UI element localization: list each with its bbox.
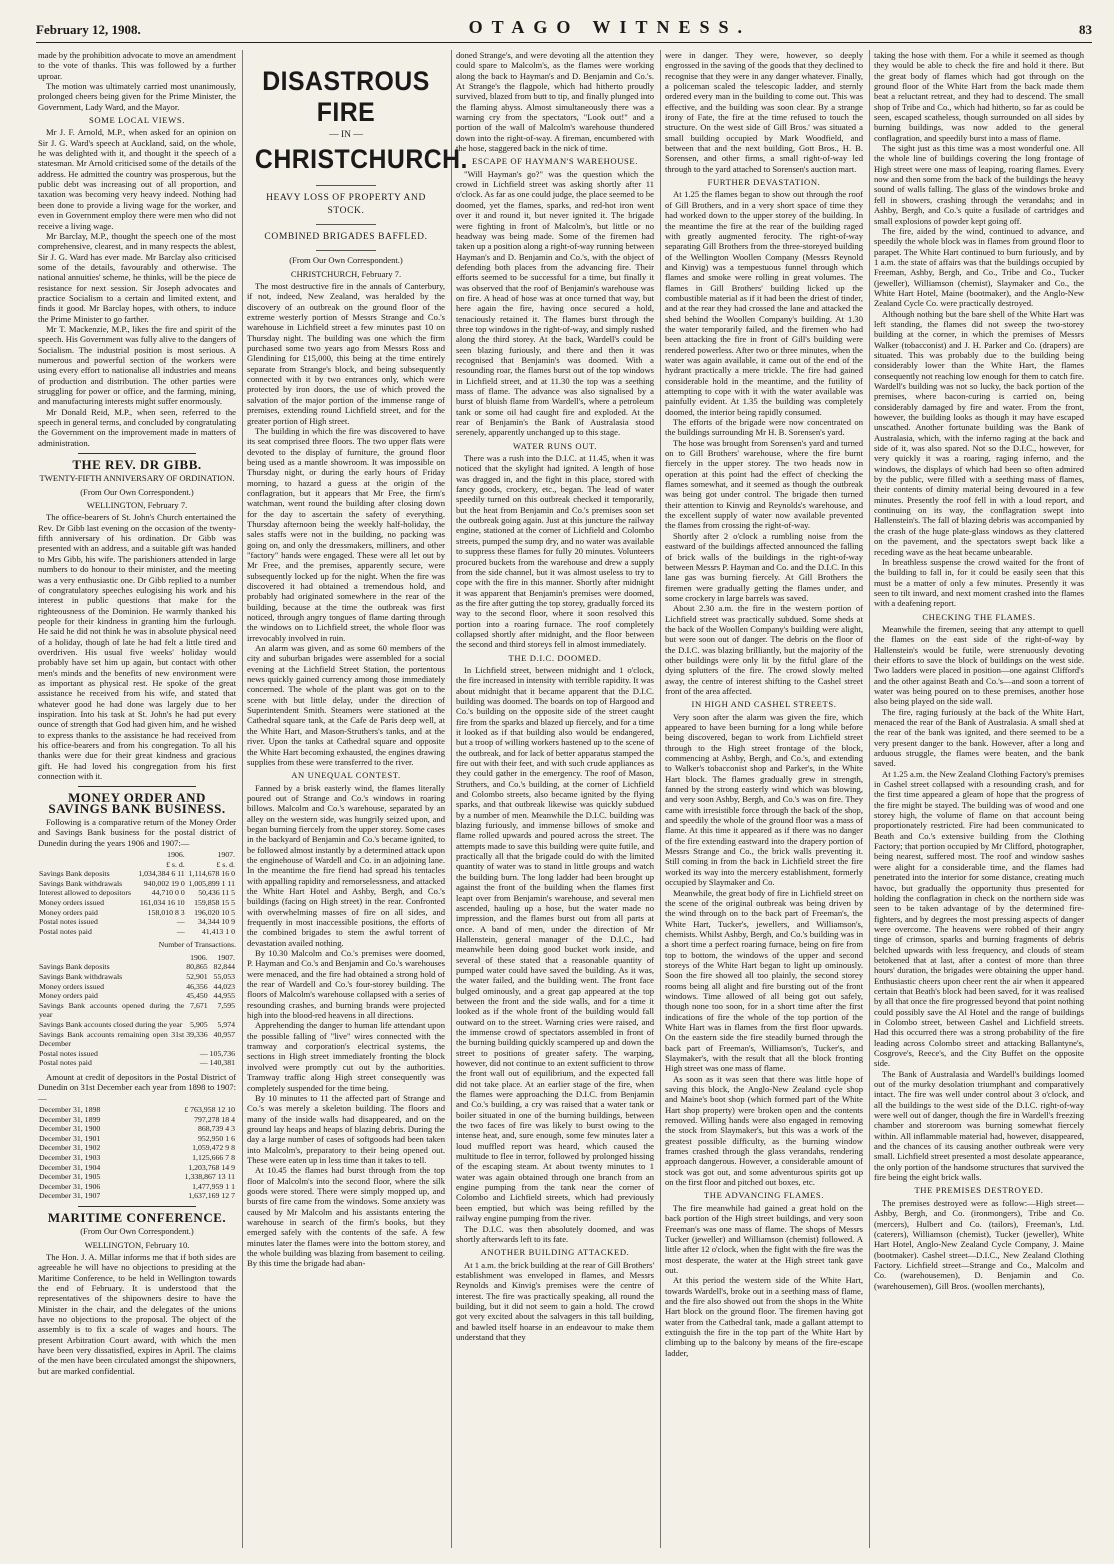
table-row: Savings Bank deposits 80,865 82,844 — [39, 962, 235, 972]
section-heading: WATER RUNS OUT. — [512, 440, 598, 451]
article-headline: MARITIME CONFERENCE. — [47, 1209, 227, 1225]
column-header: 1907. — [217, 952, 235, 962]
table-row: Savings Bank withdrawals 940,002 19 0 1,005,899 1 11 — [39, 878, 235, 888]
table-row: December 31, 1902 1,059,472 9 8 — [39, 1143, 235, 1153]
paragraph: At this period the western side of the White Hart, towards Wardell's, broke out in a seething mass of flame, and the fire also showed out from the shops in the White Hart block on the ground floor. The firemen having got water from the Cathedral tank, made a gallant attempt to extinguish the fire in the top part of the White Hart by climbing up to the balcony by means of the fire-escape ladder, — [665, 1275, 863, 1358]
paragraph: The Hon. J. A. Millar informs me that if both sides are agreeable he will have no objections to presiding at the Maritime Conference, to be held in Wellington towards the end of February. It is understood that the representatives of the shipowners desire to have the Minister in the chair, and the delegates of the unions have no objections to the proposal. The object of the assembly is to fix a scale of wages and hours. The present Arbitration Court award, with which the men have been very dissatisfied, expires in April. The claims of the men have been circulated amongst the shipowners, but are marked confidential. — [38, 1251, 236, 1376]
dateline: WELLINGTON, February 10. — [84, 1239, 190, 1250]
paragraph: At 10.45 the flames had burst through from the top floor of Malcolm's into the second floor, where the silk goods were stored. There were simply mopped up, and bursts of fire came from the windows. Some anxiety was caused by Mr Malcolm and his assistants entering the warehouse in search of the firm's books, but they emerged safely with the contents of the safe. A few minutes later the flames were into the bottom storey, and the whole building was blazing from basement to ceiling. By this time the brigade had aban- — [247, 1165, 445, 1269]
divider — [316, 224, 375, 225]
paragraph: Meanwhile, the great body of fire in Lichfield street on the scene of the original outbreak was being driven by the wind through on to the back part of Freeman's, the White Hart, Tucker's, jewellers, and Williamson's, chemists. Whilst Ashby, Bergh, and Co.'s building was in a short time a perfect roaring furnace, being on fire from top to bottom, the windows of the upper and second storeys of the White Hart began to light up ominously. Soon the fire showed all too plainly, the second storey rooms being all alight and fire bursting out of the front windows. Time allowed of all being got out safely, though none too soon, for in a short time after the first indications of fire the whole of the top portion of the White Hart was in flames from the first floor upwards. On the eastern side the fire steadily burned through the back part of Freeman's, Williamson's, Tucker's, and Slaymaker's, with the result that all the block fronting High street was one mass of flame. — [665, 887, 863, 1074]
table-row: Savings Bank accounts closed during the year 5,905 5,974 — [39, 1019, 235, 1029]
table-row: Money orders paid 158,010 8 3 196,020 10 5 — [39, 907, 235, 917]
section-heading: FURTHER DEVASTATION. — [707, 177, 821, 188]
table-row: December 31, 1898 £ 763,958 12 10 — [39, 1104, 235, 1114]
paragraph: As soon as it was seen that there was little hope of saving this block, the Anglo-New Zealand cycle shop and Maine's boot shop (which formed part of the White Hart shop property) were broken open and the contents removed. Willing hands were also engaged in removing the stock from Slaymaker's, but this was a work of the greatest possible difficulty, as the burning window frames crashed through the glass verandahs, rendering approach dangerous. However, a considerable amount of stock was got out, and some adventurous spirits got up on the first floor and pitched out boxes, etc. — [665, 1073, 863, 1188]
article-subheading: HEAVY LOSS OF PROPERTY AND STOCK. — [266, 193, 426, 217]
section-heading: SOME LOCAL VIEWS. — [89, 115, 185, 126]
paragraph: doned Strange's, and were devoting all the attention they could spare to Malcolm's, as the flames were working along the back to Hayman's and D. Benjamin and Co.'s. At Strange's the flagpole, which had hitherto proudly survived, blazed from butt to tip, and finally plunged into the flaming abyss. Almost simultaneously there was a warning cry from the spectators, "Look out!" and a portion of the wall of Malcolm's warehouse thundered down into the right-of-way. A fireman, encumbered with the hose, staggered back in the nick of time. — [456, 50, 654, 154]
paragraph: were in danger. They were, however, so deeply engrossed in the saving of the goods that they declined to recognise that they were in any danger whatever. Finally, a policeman scaled the telescopic ladder, and sternly ordered every man in the building to come out. This was effective, and the building was soon clear. By a strange irony of Fate, the fire at the time refused to touch the structure. On the west side of Gill Bros.' was situated a small building occupied by Mark Woodfield, and between that and the next building, Gott Bros., H. B. Sorensen, and other firms, a small right-of-way led through to the yard attached to Sorensen's auction mart. — [665, 50, 863, 174]
paragraph: Meanwhile the firemen, seeing that any attempt to quell the flames on the east side of the right-of-way by Hallenstein's would be futile, were strenuously devoting their efforts to save the block of buildings on the west side. Two ladders were placed in position—one against Clifford's and the other against Beath and Co.'s—and soon a torrent of water was being poured on to these premises, another hose also being played on the side wall. — [874, 623, 1084, 707]
paragraph: Apprehending the danger to human life attendant upon the possible falling of "live" wires connected with the tramway and corporation's electrical systems, the sections in High street immediately fronting the block involved were promptly cut out by the authorities. Tramway traffic along High street consequently was completely suspended for the time being. — [247, 1020, 445, 1093]
paragraph: By 10 minutes to 11 the affected part of Strange and Co.'s was merely a skeleton building. The floors and many of the inside walls had disappeared, and on the ground lay heaps and heaps of blazing debris. During the day a large number of cases of softgoods had been taken into Malcolm's, preparatory to their being opened out. These were eaten up in less time than it takes to tell. — [247, 1092, 445, 1165]
paragraph: The Bank of Australasia and Wardell's buildings loomed out of the murky desolation triumphant and comparatively intact. The fire was well under control about 3 o'clock, and all the buildings to the west side of the D.I.C. right-of-way were well out of danger, though the fire in Wardell's freezing chamber and storeroom was burning somewhat fiercely within. All inflammable material had, however, disappeared, and the chances of its causing another outbreak were very small. Lichfield street presented a most desolate appearance, the only portion of the handsome structures that survived the fire being the eight brick walls. — [874, 1068, 1084, 1183]
column-rule — [451, 50, 452, 1548]
table-header-row — [38, 953, 236, 963]
paragraph: Although nothing but the bare shell of the White Hart was left standing, the flames did not sweep the two-storey building at the corner, in which the premises of Messrs Walker (tobacconist) and J. H. Parker and Co. (drapers) are situated. This was probably due to the building being considerably lower than the White Hart, the flames consequently not reaching low enough for them to catch fire. Wardell's building was not so lucky, the back portion of the premises, where bacon-curing is carried on, being considerably damaged by fire and water. From the front, however, the building looks as though it may have escaped unscathed. Another fortunate building was the Bank of Australasia, which, with the inferno raging at the back and side of it, was also spared. Not so the D.I.C., however, for very quickly it was a roaring, raging inferno, and the windows, the displays of which had been so often admired by the public, were filled with a seething mass of flames, their contents of dimity material being devoured in a few minutes. Presently the roof fell in with a loud report, and continuing on its way, the conflagration swept into Hallenstein's. The fall of blazing debris was accompanied by the crash of the huge plate-glass windows as they clattered on the pavement, and the spectators swept back like a receding wave as the heat became unbearable. — [874, 308, 1084, 557]
correspondent-line: (From Our Own Correspondent.) — [80, 1226, 194, 1237]
correspondent-line: (From Our Own Correspondent.) — [80, 486, 194, 497]
paragraph: Mr Barclay, M.P., thought the speech one of the most comprehensive, clearest, and in many respects the ablest, Sir J. G. Ward has ever made. Mr Barclay also criticised some of the details, favourably and otherwise. The national annuities' scheme, he thinks, will be the piece de resistance for next session. Sir Joseph advocates and practice Socialism to a certain and limited extent, and finds it good. Mr Barclay hopes, with others, to induce the Prime Minister to go farther. — [38, 230, 236, 324]
table-row: Savings Bank accounts remaining open 31st December 39,336 40,957 — [39, 1029, 235, 1049]
paragraph: The fire, raging furiously at the back of the White Hart, menaced the rear of the Bank of Australasia. A small shed at the rear of the bank was ignited, and there seemed to be a very present danger to the bank. However, after a long and arduous struggle, the flames were beaten, and the bank saved. — [874, 706, 1084, 769]
transactions-table — [38, 953, 236, 1068]
table-row: December 31, 1907 1,637,169 12 7 — [39, 1191, 235, 1201]
table-row: Postal notes paid — 41,413 1 0 — [39, 926, 235, 936]
paragraph: Mr Donald Reid, M.P., when seen, referred to the speech in general terms, and concluded by congratulating the Government on the improvement made in matters of administration. — [38, 406, 236, 448]
table-row: December 31, 1905 1,338,867 13 11 — [39, 1172, 235, 1182]
column-header: 1907. — [217, 850, 235, 860]
deposit-credit-table — [38, 1105, 236, 1201]
paragraph: Shortly after 2 o'clock a rumbling noise from the eastward of the buildings affected announced the falling of brick walls of the buildings in the right-of-way between Messrs P. Hayman and Co. and the D.I.C. In this lane gas was burning fiercely. At Gill Brothers the firemen were gradually getting the flames under, and some crockery in large barrels was saved. — [665, 530, 863, 603]
correspondent-line: (From Our Own Correspondent.) — [289, 255, 403, 266]
article-subheading: TWENTY-FIFTH ANNIVERSARY OF ORDINATION. — [39, 473, 235, 484]
section-heading: THE ADVANCING FLAMES. — [703, 1190, 825, 1201]
table-row: December 31, 1901 952,950 1 6 — [39, 1133, 235, 1143]
paragraph: Very soon after the alarm was given the fire, which appeared to have been burning for a long while before being discovered, began to work from Lichfield street through to the High street frontage of the block, commencing at Ashby, Bergh, and Co.'s, and extending to Walker's tobacconist shop and Parker's, in the White Hart block. The flames gradually grew in strength, fanned by the strong easterly wind which was blowing, and very soon Ashby, Bergh, and Co.'s was on fire. They came with irresistible force through the back of the shop, and speedily the whole of the ground floor was a mass of flame. At this time it appeared as if there was no danger of the fire extending eastward into the drapery portion of Messrs Strange and Co., the brick walls preventing it. Still coming in from the back in Lichfield street the fire worked its way into the mercery establishment, formerly occupied by Slaymaker and Co. — [665, 711, 863, 888]
paragraph: made by the prohibition advocate to move an amendment to the vote of thanks. This was followed by a further uproar. — [38, 50, 236, 81]
divider — [316, 185, 375, 186]
section-heading: AN UNEQUAL CONTEST. — [291, 770, 401, 781]
paragraph: There was a rush into the D.I.C. at 11.45, when it was noticed that the skylight had ignited. A length of hose was dragged in, and the fight in this place, stored with fancy goods, crockery, etc., began. The lead of water speedily turned on this outbreak checked it temporarily, but the heat from Benjamin and Co.'s premises soon set the outbreak going again. Just at this juncture the railway engine, stationed at the corner of Lichfield and Colombo streets, pumped the sump dry, and no water was available to suppress these flames for fully 20 minutes. Volunteers procured buckets from the warehouse and drew a supply from the side channel, but it was almost useless to try to cope with the fire in this manner. Shortly after midnight it was apparent that Benjamin's premises were doomed, as the fire after gutting the top storey, gradually forced its way to the second floor, where it soon resolved this portion into a roaring furnace. The roof completely collapsed shortly after midnight, and the floor between the second and third storeys fell in almost immediately. — [456, 453, 654, 650]
table-row: Savings Bank accounts opened during the year 7,671 7,595 — [39, 1000, 235, 1020]
headline-connector: — IN — — [329, 130, 363, 140]
column-4 — [665, 50, 863, 1550]
paragraph: The motion was ultimately carried most unanimously, prolonged cheers being given for the Prime Minister, the Government, Lady Ward, and the Mayor. — [38, 81, 236, 112]
article-headline: THE REV. DR GIBB. — [72, 457, 202, 473]
column-rule — [242, 50, 243, 1548]
column-1 — [38, 50, 236, 1550]
paragraph: The premises destroyed were as follow:—High street—Ashby, Bergh, and Co. (ironmongers), Tribe and Co. (mercers), Hulbert and Co. (tailors), Freeman's, Ltd. (caterers), Williamson (chemist), Tucker (jeweller), White Hart Hotel, Anglo-New Zealand Cycle Company, J. Maine (bootmaker). Cashel street—D.I.C., New Zealand Clothing Factory. Lichfield street—Strange and Co., Malcolm and Co. (warehousemen), D. Benjamin and Co. (warehousemen), Gill Bros. (woollen merchants), — [874, 1197, 1084, 1291]
main-headline: CHRISTCHURCH. — [254, 144, 468, 175]
newspaper-title: OTAGO WITNESS. — [468, 17, 752, 37]
page-number: 83 — [1078, 22, 1092, 37]
column-rule — [660, 50, 661, 1548]
paragraph: The office-bearers of St. John's Church entertained the Rev. Dr Gibb last evening on the occasion of the twenty-fifth anniversary of his ordination. Dr Gibb was presented with an address, and a suitable gift was handed to Mrs Gibb, his wife. The parishioners attended in large numbers to do honour to their minister, and the meeting was a very enthusiastic one. Dr Gibb replied to a number of congratulatory speeches eulogising his work and his interest in public questions that make for the righteousness of the Dominion. He warmly thanked his people for their kindness in granting him the furlough. He said he did not think he was in absolute physical need of a holiday, though of late he had felt a little tired and overdriven. His usual five weeks' holiday would probably have set him up again, but contact with other men's minds and the benefits of new environment were as important as physical rest. He spoke of the great assistance he received from his wife, and stated that whatever good he had done was largely due to her inspiration. Into his task at St. John's he had put every ounce of strength that God had given him, and he wished to express thanks to the assistance he had received from his office-bearers and from his congregation. To all his thanks were due for their great kindness and gracious gift. He had loved his congregation from his first connection with it. — [38, 512, 236, 782]
paragraph: Mr J. F. Arnold, M.P., when asked for an opinion on Sir J. G. Ward's speech at Auckland, said, on the whole, he was delighted with it, and thought it the speech of a statesman. Mr Arnold criticised some of the details of the address. He admitted the country was prosperous, but the public debt was increasing out of all proportion, and taxation was becoming very heavy indeed. Nothing had been done to provide a living wage for the worker, and even in Government employ there were men who did not receive a living wage. — [38, 127, 236, 231]
divider — [316, 250, 375, 251]
column-unit: £ s. d. — [216, 859, 235, 869]
section-heading: IN HIGH AND CASHEL STREETS. — [691, 699, 837, 710]
paragraph: The hose was brought from Sorensen's yard and turned on to Gill Brothers' warehouse, where the fire burnt fiercely in the upper storey. The two heads now in operation at this point had the effect of checking the flames somewhat, and it seemed as though the outbreak was being got under control. The brigade then turned their attention to Kinvig and Reynolds's warehouse, and the excellent supply of water now available prevented the flames from crossing the right-of-way. — [665, 437, 863, 531]
section-heading: THE D.I.C. DOOMED. — [508, 652, 602, 663]
issue-date: February 12, 1908. — [36, 22, 141, 37]
paragraph: The most destructive fire in the annals of Canterbury, if not, indeed, New Zealand, was heralded by the discovery of an outbreak on the ground floor of the extreme westerly portion of Messrs Strange and Co.'s warehouse in Lichfield street a few minutes past 10 on Thursday night. The building was one which the firm purchased some two years ago from Messrs Ross and Glendining for £15,000, this being at the time entirely separate from Strange's block, and being subsequently connected with it by two entrances only, which were protected by iron doors, the use of which proved the salvation of the major portion of the immense range of premises, extending round Lichfield street, and for the greater portion of High street. — [247, 281, 445, 426]
column-5 — [874, 50, 1084, 1550]
paragraph: The building in which the fire was discovered to have its seat comprised three floors. The two upper flats were devoted to the display of furniture, the ground floor being used as a mantle showroom. It was impossible on Thursday night, or during the early hours of Friday morning, to hazard a guess at the origin of the conflagration, but it appears that Mr Free, the firm's watchman, went round the building after closing down for the day to ascertain the safety of everything. Thursday afternoon being the weekly half-holiday, the sales staffs were not in the building, no packing was going on, and only the dressmakers, milliners, and other "factory" hands were engaged. These were all let out by Mr Free, and the premises, apparently secure, were subsequently locked up for the night. When the fire was discovered it had obtained a tremendous hold, and probably had originated somewhere in the rear of the building, because at the time the outbreak was first noticed, through angry tongues of flame darting through the windows on to Lichfield street, the whole floor was irrevocably involved in ruin. — [247, 425, 445, 643]
table-row: Savings Bank deposits 1,034,384 6 11 1,114,678 16 0 — [39, 869, 235, 879]
section-heading: ANOTHER BUILDING ATTACKED. — [480, 1247, 630, 1258]
divider — [78, 786, 197, 787]
article-headline: MONEY ORDER AND SAVINGS BANK BUSINESS. — [48, 790, 226, 816]
divider — [78, 1206, 197, 1207]
table-row: December 31, 1903 1,125,666 7 8 — [39, 1152, 235, 1162]
table-row: Money orders paid 45,450 44,955 — [39, 991, 235, 1001]
paragraph: About 2.30 a.m. the fire in the western portion of Lichfield street was practically subdued. Some sheds at the back of the Woollen Company's building were alight, but were soon out of danger. The debris on the floor of the D.I.C. was blazing brilliantly, but the majority of the other buildings were only lit by the fitful glare of the dying splutters of the fire. The crowd slowly melted away, the centre of interest shifting to the Cashel street front of the area affected. — [665, 603, 863, 696]
column-rule — [869, 50, 870, 1548]
table-row: Savings Bank withdrawals 52,901 55,053 — [39, 971, 235, 981]
masthead-rule — [36, 42, 1092, 43]
section-heading: ESCAPE OF HAYMAN'S WAREHOUSE. — [471, 156, 639, 167]
table-row: Postal notes issued — 34,344 10 9 — [39, 917, 235, 927]
table-header-row — [38, 860, 236, 870]
column-3 — [456, 50, 654, 1550]
column-header: 1906. — [190, 952, 208, 962]
paragraph: In breathless suspense the crowd waited for the front of the building to fall in, for it could be easily seen that this must be a matter of only a few minutes. Presently it was seen to tilt inward, and next moment crashed into the flames with a deafening report. — [874, 556, 1084, 609]
paragraph: taking the hose with them. For a while it seemed as though they would be able to check the fire and hold it there. But the great body of flames which had got through on the ground floor of the White Hart from the back made them beat a reluctant retreat, and they had to descend. The small shop of Tribe and Co., which had hitherto, so far as could be seen, escaped scatheless, though surrounded on all sides by burning buildings, was now added to the general conflagration, and speedily burst into a mass of flame. — [874, 50, 1084, 143]
paragraph: At 1.25 a.m. the New Zealand Clothing Factory's premises in Cashel street collapsed with a resounding crash, and for the first time appeared a gleam of hope that the progress of the fire might be stayed. The building was of wood and one storey high, the volume of flame on that account being proportionately restricted. Fire had been communicated to Beath and Co.'s extensive building from the Clothing Factory; that portion occupied by Mr Clifford, photographer, being nearest, suffered most. The roof and window sashes were alight for a considerable time, and the flames had penetrated into the interior for some distance, creating much havoc, but gradually the opportunity thus presented for holding the conflagration in check on the northern side was seen to be taken advantage of by the determined fire-fighters, and by degrees the most pressing aspects of danger were overcome. The heavens were robbed of their angry tinge of crimson, sparks and burning fragments of debris belched upwards with less frequency, and clouds of steam betokened that at last, after a contest of more than three hours' duration, the brigades were obtaining the upper hand. Enthusiastic cheers upon cheer rent the air when it appeared certain that Beath's block had been saved, for it was realised by all that once the fire progressed beyond that point nothing could possibly save the Al Hotel and the range of buildings in Colombo street, between Cashel and Lichfield streets. Had this occurred there was a strong probability of the fire leading across Colombo street and attacking Ballantyne's, Cosgrove's, Reece's, and the City Buffet on the opposite side. — [874, 768, 1084, 1069]
paragraph: "Will Hayman's go?" was the question which the crowd in Lichfield street was asking shortly after 11 o'clock. As far as one could judge, the place seemed to be doomed, yet the flames, sparks, and red-hot iron went over it and round it, but never ignited it. The brigade were fighting in front of Malcolm's, but little or no headway was being made. Some of the firemen had taken up a position along a right-of-way running between Hayman's and D. Benjamin and Co.'s, with the object of defending both places from the advancing fire. Their efforts seemed to be successful for a time, but finally it was observed that the roof of Benjamin's warehouse was on fire. A head of hose was at once turned that way, but here again the fire, having once secured a hold, tenaciously retained it. The flames burst through the three top windows in the right-of-way, and simply rushed along the third storey. At the back, Wardell's could be seen blazing furiously, and there and then it was recognised that Benjamin's was doomed. With a resounding roar, the flames burst out of the top windows in Lichfield street, and at 11.30 the top was a seething mass of flame. The advance was also signalised by a burst of bluish flame from Wardell's, where a petroleum tank or some oil had caught fire and exploded. At the rear of Benjamin's the Bank of Australasia stood serenely, apparently unchanged up to this stage. — [456, 168, 654, 438]
paragraph: The D.I.C. was then absolutely doomed, and was shortly afterwards left to its fate. — [456, 1223, 654, 1244]
masthead — [36, 14, 1092, 38]
paragraph: In Lichfield street, between midnight and 1 o'clock, the fire increased in intensity with terrible rapidity. It was about midnight that it became apparent that the D.I.C. building was doomed. The boards on top of Hargood and Co.'s building on the opposite side of the street caught fire from the sparks and blazed up fiercely, and for a time it looked as if that building also would be endangered, but a troop of willing workers hastened up to the scene of the outbreak, and for lack of better apparatus stamped the fire out with their feet, and with such crude appliances as they could gather in the emergency. The roof of Mason, Struthers, and Co.'s building, at the corner of Lichfield and Colombo streets, also became ignited by the flying sparks, and that outbreak likewise was quickly subdued by a number of men. Meanwhile the D.I.C. building was blazing furiously, and immense billows of smoke and flame rolled upwards and poured across the street. The attempts made to save this building were quite futile, and practically all that the brigade could do with the limited quantity of water was to stand in little groups and watch the building burn. The long ladder had been brought up against the front of the building when the flames first leapt over from Benjamin's warehouse, and several men ascended, hauling up a hose, but the water made no impression, and the flames burst out from all parts at once. A band of men, under the direction of Mr Hallenstein, general manager of the D.I.C., had meanwhile been doing good bucket work inside, and several of these stated that a reasonable quantity of pumped water could have saved the building. As it was, the water failed, and the building went. The front face bulged ominously, and a great gap appeared at the top between the front and the side walls, and for a time it looked as if the whole front of the building would fall outward on to the street. Warning cries were raised, and the immense crowd of spectators assembled in front of the burning building quickly scampered up and down the street to positions of greater safety. The warping, however, did not continue to an extent sufficient to throw the front wall out of equilibrium, and the expected fall did not take place. At an earlier stage of the fire, when the flames were approaching the D.I.C. from Benjamin and Co.'s building, a cry was raised that a water tank or boiler situated in one of the burning buildings, between the two faces of fire was likely to burst owing to the intense heat, and, sure enough, some few minutes later a loud muffled report was heard, which caused the multitude to flee in terror, followed by prolonged hissing of the escaping steam. At about twenty minutes to 1 water was again obtained through one branch from an engine pumping from the tank near the corner of Colombo and Lichfield streets, which had previously been emptied, but which was being refilled by the railway engine pumping from the river. — [456, 664, 654, 1224]
paragraph: The fire, aided by the wind, continued to advance, and speedily the whole block was in flames from ground floor to parapet. The White Hart continued to burn furiously, and by 1 a.m. the state of affairs was that the buildings occupied by Freeman, Ashby, Bergh, and Co., Tribe and Co., Tucker (jeweller), Williamson (chemist), Slaymaker and Co., the White Hart Hotel, Maine (bootmaker), and the Anglo-New Zealand Cycle Co. were practically destroyed. — [874, 225, 1084, 309]
table-row: December 31, 1899 797,278 18 4 — [39, 1114, 235, 1124]
paragraph: By 10.30 Malcolm and Co.'s premises were doomed, P. Hayman and Co.'s and Benjamin and Co.'s warehouses were menaced, and the fire had obtained a strong hold of the rear of Wardell and Co.'s four-storey building. The floors of Malcolm's warehouse collapsed with a series of resounding crashes, and burning brands were projected high into the blood-red heavens in all directions. — [247, 948, 445, 1021]
article-subheading: COMBINED BRIGADES BAFFLED. — [264, 232, 428, 243]
dateline: WELLINGTON, February 7. — [86, 500, 188, 511]
section-heading: THE PREMISES DESTROYED. — [914, 1185, 1044, 1196]
paragraph: The fire meanwhile had gained a great hold on the back portion of the High street buildings, and very soon Freeman's was one mass of flame. The shops of Messrs Tucker (jeweller) and Williamson (chemist) followed. A little after 12 o'clock, when the fight with the fire was the most desperate, the water at the High street tank gave out. — [665, 1202, 863, 1275]
section-heading: CHECKING THE FLAMES. — [922, 611, 1036, 622]
paragraph: The efforts of the brigade were now concentrated on the buildings surrounding Mr H. B. Sorensen's yard. — [665, 417, 863, 438]
table-row: Postal notes paid — 140,381 — [39, 1058, 235, 1068]
table-row: Money orders issued 46,356 44,023 — [39, 981, 235, 991]
paragraph: Fanned by a brisk easterly wind, the flames literally poured out of Strange and Co.'s windows in roaring billows. Malcolm and Co.'s warehouse, separated by an alley on the western side, was hungrily seized upon, and began burning fiercely from the upper storey. Some cases in the backyard of Benjamin and Co.'s became ignited, to be followed almost instantly by a determined attack upon the enginehouse of Wardell and Co. in an adjoining lane. In the meantime the fire fiend had spread his tentacles with appalling rapidity and remorselessness, and attacked the White Hart Hotel and Ashby, Bergh, and Co.'s buildings (facing on High street) in the rear. Confronted with overwhelming masses of fire on all sides, and frequently in most inaccessible positions, the efforts of the combined brigades to stem the awful torrent of devastation availed nothing. — [247, 782, 445, 948]
divider — [78, 453, 197, 454]
table-row: Interest allowed to depositors 44,710 0 0 50,436 11 5 — [39, 888, 235, 898]
table-row: December 31, 1904 1,203,768 14 9 — [39, 1162, 235, 1172]
table-row: Postal notes issued — 105,736 — [39, 1048, 235, 1058]
table-row: December 31, 1906 1,477,959 1 1 — [39, 1181, 235, 1191]
table-header-row — [38, 850, 236, 860]
money-order-table — [38, 850, 236, 936]
table-row: Money orders issued 161,034 16 10 159,858 15 5 — [39, 898, 235, 908]
paragraph: Following is a comparative return of the Money Order and Savings Bank business for the postal district of Dunedin during the years 1906 and 1907:— — [38, 817, 236, 848]
table-row: December 31, 1900 868,739 4 3 — [39, 1124, 235, 1134]
column-unit: £ s. d. — [166, 859, 185, 869]
paragraph: At 1 a.m. the brick building at the rear of Gill Brothers' establishment was enveloped in flames, and Messrs Reynolds and Kinvig's premises were the centre of interest. The fire was practically speaking, all round the building, but it did not seem to gain a hold. The crowd got very excited about the salvagers in this tall building, and bawled itself hoarse in an endeavour to make them understand that they — [456, 1259, 654, 1342]
main-headline: DISASTROUS FIRE — [262, 66, 430, 127]
paragraph: The sight just as this time was a most wonderful one. All the whole line of buildings covering the long frontage of High street were one mass of leaping, roaring flames. Every now and then some from the back of the buildings the heavy sound of walls falling. The glass of the windows broke and fell in showers, crashing through the verandahs; and in Ashby, Bergh, and Co.'s quite a fusilade of cartridges and small explosions of powder kept going off. — [874, 143, 1084, 226]
dateline: CHRISTCHURCH, February 7. — [290, 268, 402, 279]
table-caption: Number of Transactions. — [158, 940, 236, 950]
paragraph: Amount at credit of depositors in the Postal District of Dunedin on 31st December each year from 1898 to 1907:— — [38, 1071, 236, 1103]
paragraph: Mr T. Mackenzie, M.P., likes the fire and spirit of the speech. His Government was fully alive to the dangers of Socialism. The industrial position is most serious. A numerous and powerful section of the workers were using every effort to nationalise all industries and means of production and distribution. The other parties were struggling for power or office, and the farming, mining, and manufacturing interests might suffer enormously. — [38, 323, 236, 407]
column-header: 1906. — [167, 850, 185, 860]
paragraph: An alarm was given, and as some 60 members of the city and suburban brigades were assembled for a social evening at the Lichfield Street Station, the portentous news quickly gained currency among those immediately concerned. The whole of the plant was got on to the scene with but little delay, under the direction of Superintendent Smith. Steamers were stationed at the Cathedral square tank, at the Cafe de Paris deep well, at the White Hart, and Mason-Struthers's tanks, and at the river. Upon the tanks at Cathedral square and opposite the White Hart becoming exhausted, the engines drawing supplies from these were transferred to the river. — [247, 643, 445, 767]
column-2 — [247, 50, 468, 1550]
paragraph: At 1.25 the flames began to show out through the roof of Gill Brothers, and in a very short space of time they had worked down to the upper storey of the building. In the meantime the fire at the rear of the building raged with greatly augmented ferocity. The right-of-way separating Gill Brothers from the three-storeyed building of the Wellington Woollen Company (Messrs Reynold and Kinvig) was a tempestuous funnel through which flames and smoke were rolling in great volumes. The flames in Gill Brothers' building licked up the combustible material as if it had been the driest of tinder, and at the rear they had crossed the lane and attacked the shed behind the Woollen Company's building. At 1.30 the water temporarily failed, and the firemen who had been attacking the fire in front of Gill's building were rendered powerless. After two or three minutes, when the water was again available, it came out of the end of the hydrant practically a mere trickle. The fire had gained considerable hold in the meantime, and the futility of attempting to cope with it with the water available was painfully evident. At 1.35 the building was completely doomed, the interior being rapidly consumed. — [665, 189, 863, 417]
